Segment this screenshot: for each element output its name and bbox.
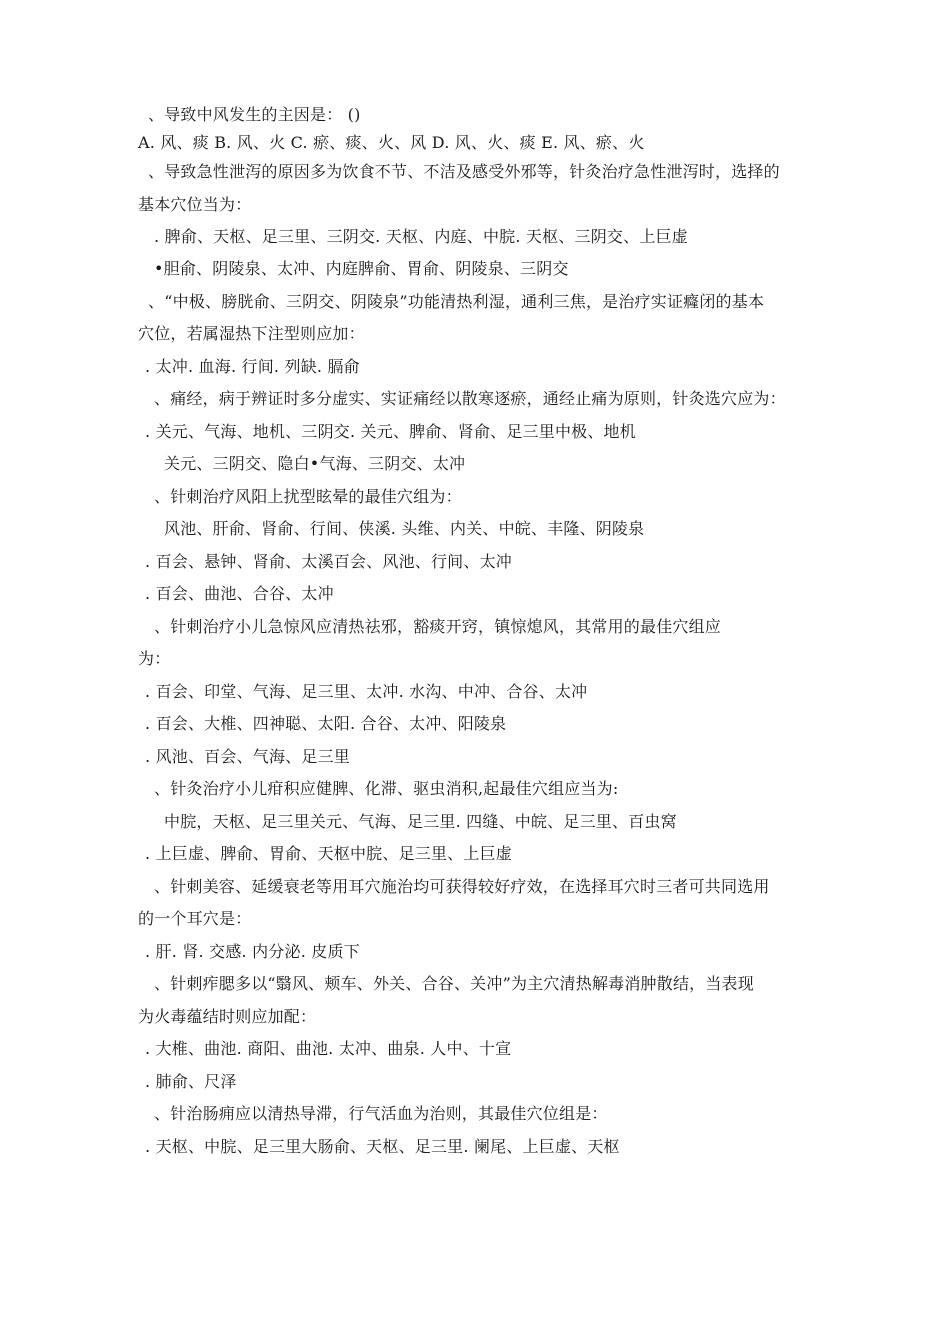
question-4-options-b: 关元、三阴交、隐白•气海、三阴交、太冲 bbox=[164, 454, 466, 473]
question-7-options-a: 中脘，天枢、足三里关元、气海、足三里. 四缝、中皖、足三里、百虫窝 bbox=[164, 812, 677, 831]
question-3-stem-cont: 穴位，若属湿热下注型则应加： bbox=[138, 324, 365, 343]
question-6-stem-cont: 为： bbox=[138, 649, 171, 668]
question-2-options-b: •胆俞、阴陵泉、太冲、内庭脾俞、胃俞、阴陵泉、三阴交 bbox=[154, 259, 569, 278]
question-7-options-b: . 上巨虚、脾俞、胃俞、天枢中脘、足三里、上巨虚 bbox=[145, 844, 512, 863]
question-5-options-c: . 百会、曲池、合谷、太冲 bbox=[145, 584, 334, 603]
question-6-options-b: . 百会、大椎、四神聪、太阳. 合谷、太冲、阳陵泉 bbox=[145, 714, 507, 733]
question-2-stem-cont: 基本穴位当为： bbox=[138, 195, 252, 214]
question-7-stem: 、针灸治疗小儿疳积应健脾、化滞、驱虫消积,起最佳穴组应当为: bbox=[154, 779, 619, 798]
question-9-options-a: . 大椎、曲池. 商阳、曲池. 太冲、曲泉. 人中、十宣 bbox=[145, 1039, 512, 1058]
question-2-stem: 、导致急性泄泻的原因多为饮食不节、不洁及感受外邪等，针灸治疗急性泄泻时，选择的 bbox=[148, 162, 780, 181]
question-1-options: A. 风、痰 B. 风、火 C. 瘀、痰、火、风 D. 风、火、痰 E. 风、瘀、火 bbox=[138, 133, 645, 152]
question-5-options-a: 风池、肝俞、肾俞、行间、侠溪. 头维、内关、中皖、丰隆、阴陵泉 bbox=[164, 519, 645, 538]
question-6-stem: 、针刺治疗小儿急惊风应清热祛邪，豁痰开窍，镇惊熄风，其常用的最佳穴组应 bbox=[154, 617, 722, 636]
question-9-options-b: . 肺俞、尺泽 bbox=[145, 1072, 237, 1091]
question-5-options-b: . 百会、悬钟、肾俞、太溪百会、风池、行间、太冲 bbox=[145, 552, 512, 571]
question-1-stem: 、导致中风发生的主因是： () bbox=[148, 105, 361, 124]
question-8-options: . 肝. 肾. 交感. 内分泌. 皮质下 bbox=[145, 942, 360, 961]
question-9-stem: 、针刺痄腮多以“翳风、颊车、外关、合谷、关冲”为主穴清热解毒消肿散结，当表现 bbox=[154, 974, 754, 993]
question-3-stem: 、“中极、膀胱俞、三阴交、阴陵泉”功能清热利湿，通利三焦，是治疗实证癃闭的基本 bbox=[148, 292, 765, 311]
question-3-options: . 太冲. 血海. 行间. 列缺. 膈俞 bbox=[145, 357, 360, 376]
question-10-options: . 天枢、中脘、足三里大肠俞、天枢、足三里. 阑尾、上巨虚、天枢 bbox=[145, 1137, 620, 1156]
question-6-options-c: . 风池、百会、气海、足三里 bbox=[145, 747, 350, 766]
question-8-stem: 、针刺美容、延缓衰老等用耳穴施治均可获得较好疗效，在选择耳穴时三者可共同选用 bbox=[154, 877, 770, 896]
question-10-stem: 、针治肠痈应以清热导滞，行气活血为治则，其最佳穴位组是： bbox=[154, 1104, 608, 1123]
question-2-options-a: . 脾俞、天枢、足三里、三阴交. 天枢、内庭、中脘. 天枢、三阴交、上巨虚 bbox=[154, 227, 688, 246]
question-4-options-a: . 关元、气海、地机、三阴交. 关元、脾俞、肾俞、足三里中极、地机 bbox=[145, 422, 636, 441]
question-5-stem: 、针刺治疗风阳上扰型眩晕的最佳穴组为： bbox=[154, 487, 462, 506]
question-9-stem-cont: 为火毒蕴结时则应加配： bbox=[138, 1007, 317, 1026]
question-6-options-a: . 百会、印堂、气海、足三里、太冲. 水沟、中冲、合谷、太冲 bbox=[145, 682, 588, 701]
question-8-stem-cont: 的一个耳穴是： bbox=[138, 909, 252, 928]
question-4-stem: 、痛经，病于辨证时多分虚实、实证痛经以散寒逐瘀，通经止痛为原则，针灸选穴应为： bbox=[154, 389, 786, 408]
